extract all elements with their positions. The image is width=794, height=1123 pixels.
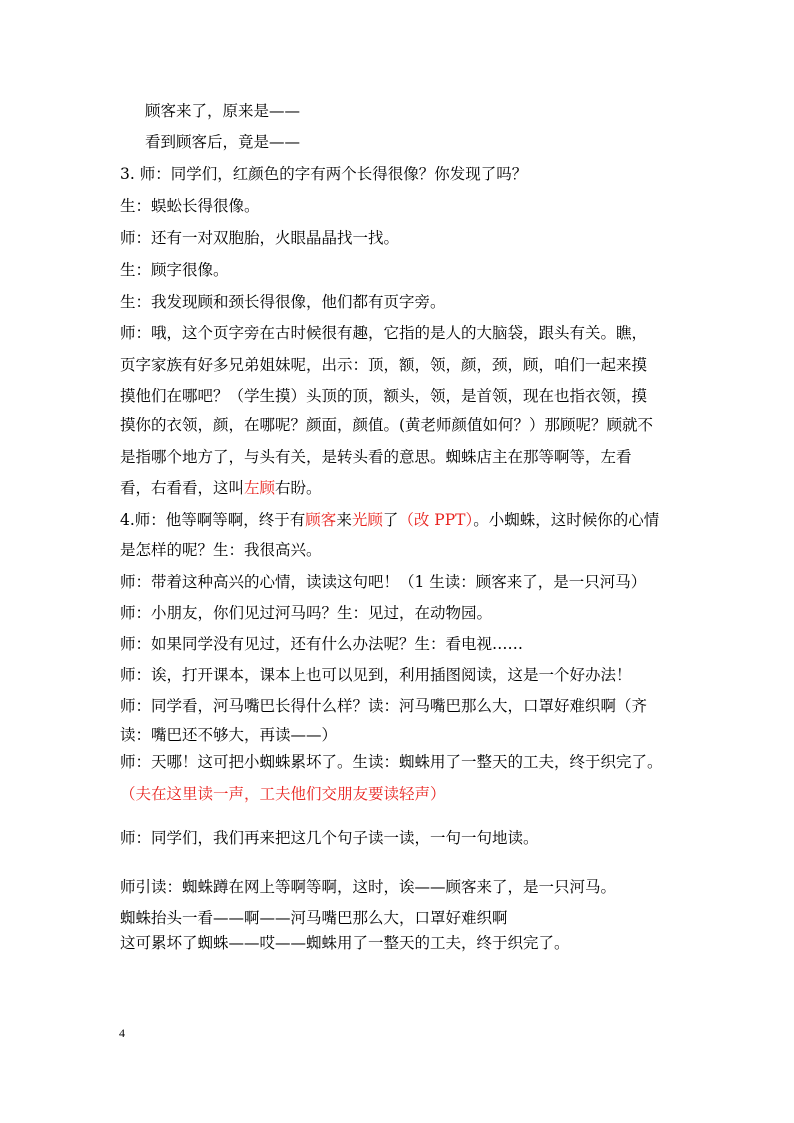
text-line: 是怎样的呢？生：我很高兴。 [120, 541, 322, 559]
page-number: 4 [119, 1026, 125, 1040]
text-line: 蜘蛛抬头一看——啊——河马嘴巴那么大，口罩好难织啊 [120, 909, 508, 927]
text-line: 师引读：蜘蛛蹲在网上等啊等啊，这时，诶——顾客来了，是一只河马。 [120, 878, 617, 896]
text-line: 师：天哪！这可把小蜘蛛累坏了。生读：蜘蛛用了一整天的工夫，终于织完了。 [120, 753, 663, 771]
text-line: 师：哦，这个页字旁在古时候很有趣，它指的是人的大脑袋，跟头有关。瞧， [120, 324, 648, 342]
highlighted-word: 顾客 [305, 511, 337, 529]
text-line [120, 510, 659, 530]
highlighted-word: 左顾 [244, 479, 276, 497]
text-line: 师：同学们，我们再来把这几个句子读一读，一句一句地读。 [120, 829, 539, 847]
text-line: 页字家族有好多兄弟姐妹呢，出示：顶，额，领，颜，颈，顾，咱们一起来摸 [120, 356, 648, 374]
red-note-line: （夫在这里读一声，工夫他们交朋友要读轻声） [120, 785, 446, 803]
text-line: 师：诶，打开课本，课本上也可以见到，利用插图阅读，这是一个好办法！ [120, 666, 632, 684]
text-line [120, 478, 322, 498]
text-segment: 了 [382, 511, 399, 529]
text-line: 看到顾客后，竟是—— [145, 133, 301, 151]
text-segment: 。小蜘蛛，这时候你的心情 [473, 511, 660, 529]
highlighted-word: 光顾 [351, 511, 383, 529]
text-line: 生：顾字很像。 [120, 261, 229, 279]
text-line: 这可累坏了蜘蛛——哎——蜘蛛用了一整天的工夫，终于织完了。 [120, 934, 570, 952]
text-line: 师：还有一对双胞胎，火眼晶晶找一找。 [120, 229, 400, 247]
text-line: 师：如果同学没有见过，还有什么办法呢？生：看电视…… [120, 635, 524, 653]
text-line: 顾客来了，原来是—— [145, 102, 301, 120]
text-line: 读：嘴巴还不够大，再读——） [120, 726, 338, 744]
text-line: 生：我发现顾和颈长得很像，他们都有页字旁。 [120, 293, 446, 311]
text-segment: 来 [336, 511, 352, 529]
text-line: 师：小朋友，你们见过河马吗？生：见过，在动物园。 [120, 604, 493, 622]
text-line: 师：同学看，河马嘴巴长得什么样？读：河马嘴巴那么大，口罩好难织啊（齐 [120, 697, 648, 715]
text-line: 摸他们在哪吧？（学生摸）头顶的顶，额头，领，是首领，现在也指衣领，摸 [120, 387, 648, 405]
text-line: 师：带着这种高兴的心情，读读这句吧！（1 生读：顾客来了，是一只河马） [120, 573, 647, 591]
text-line: 摸你的衣领，颜，在哪呢？颜面，颜值。(黄老师颜值如何？）那顾呢？顾就不 [120, 416, 654, 434]
text-line: 是指哪个地方了，与头有关，是转头看的意思。蜘蛛店主在那等啊等，左看 [120, 448, 632, 466]
text-line: 生：蜈蚣长得很像。 [120, 197, 260, 215]
text-segment: 看，右看看，这叫 [120, 479, 245, 497]
highlighted-note: （改 PPT） [398, 511, 474, 529]
text-segment: 右盼。 [275, 479, 322, 497]
text-line: 3. 师：同学们，红颜色的字有两个长得很像？你发现了吗？ [120, 165, 528, 183]
text-segment: 4.师：他等啊等啊，终于有 [120, 511, 306, 529]
